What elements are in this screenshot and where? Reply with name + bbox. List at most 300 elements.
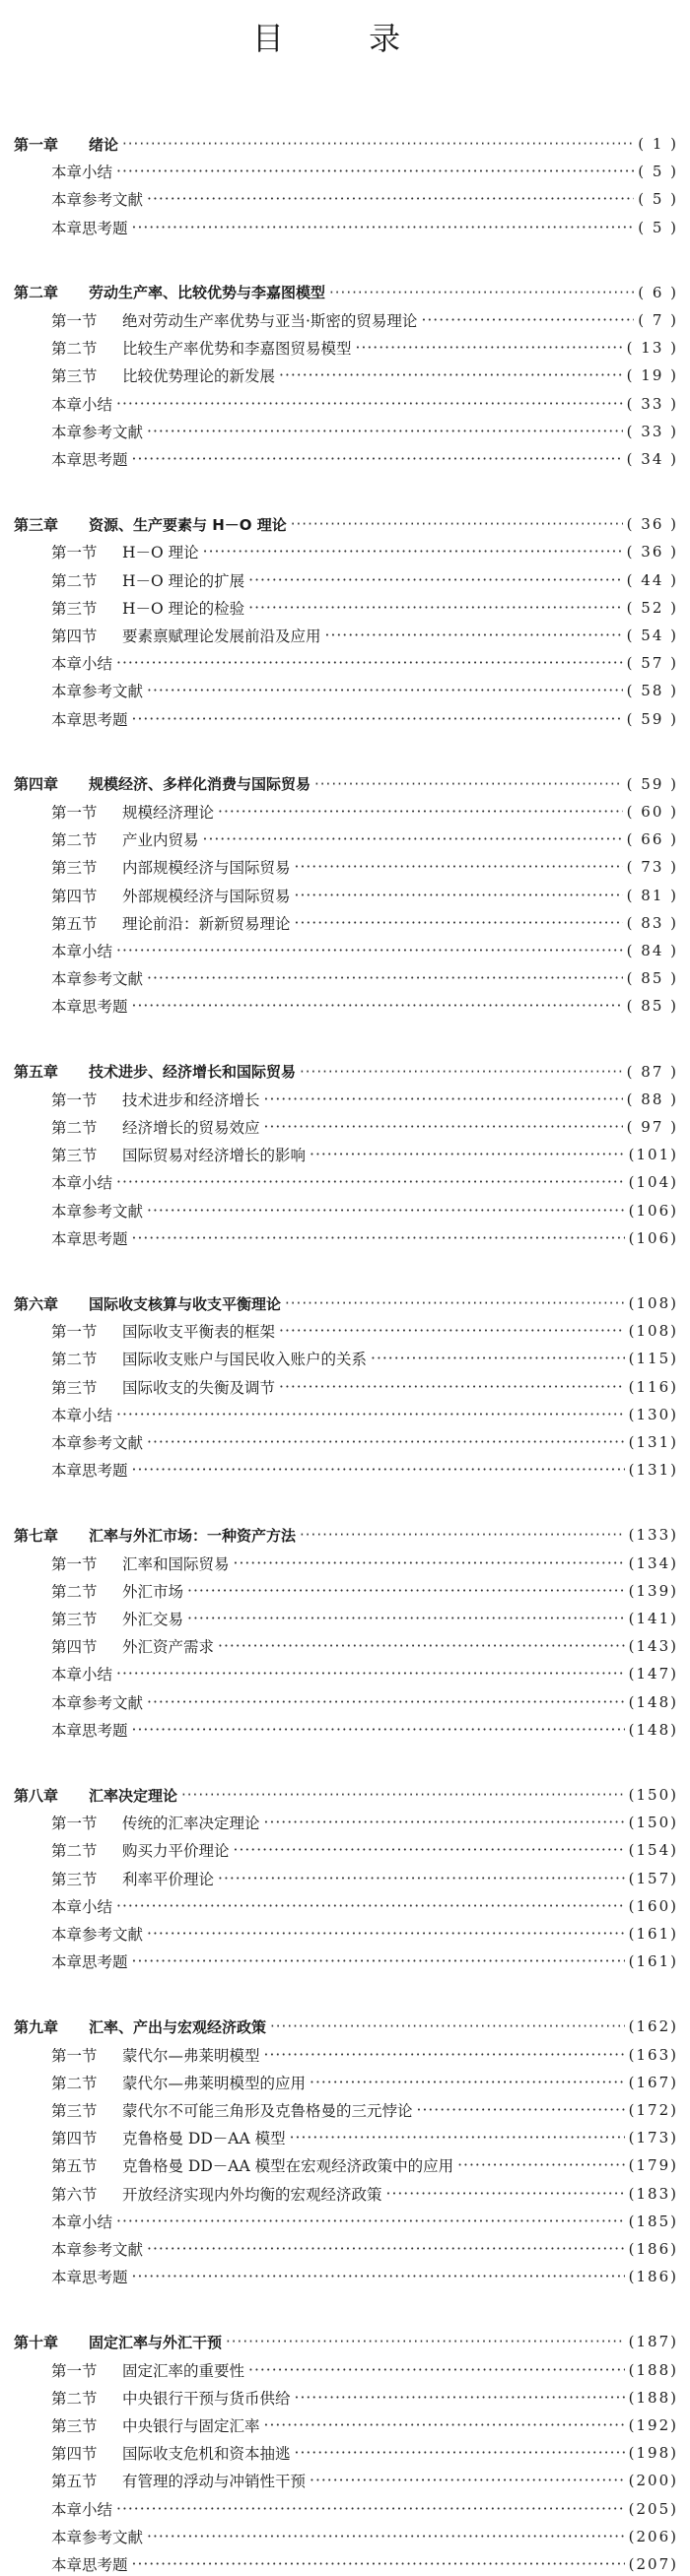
- toc-entry-title: 外汇资产需求: [122, 1638, 215, 1657]
- toc-chapter-entry[interactable]: [14, 132, 678, 156]
- toc-entry-label: [14, 1171, 116, 1193]
- toc-entry-number: 第一节: [51, 2361, 98, 2380]
- dot-leader: [132, 707, 623, 731]
- toc-section-entry[interactable]: [14, 1634, 678, 1658]
- toc-misc-entry[interactable]: [14, 2237, 678, 2261]
- toc-entry-title: 本章思考题: [51, 451, 128, 469]
- dot-leader: [264, 1115, 623, 1139]
- toc-misc-entry[interactable]: [14, 2210, 678, 2233]
- toc-entry-number: 第一节: [51, 804, 98, 822]
- toc-entry-label: [14, 856, 295, 878]
- toc-misc-entry[interactable]: [14, 1662, 678, 1685]
- toc-section-entry[interactable]: [14, 1867, 678, 1890]
- toc-entry-title: 本章小结: [51, 655, 113, 674]
- dot-leader: [132, 216, 635, 239]
- toc-entry-title: 规模经济、多样化消费与国际贸易: [89, 775, 311, 794]
- toc-section-entry[interactable]: [14, 2182, 678, 2206]
- toc-entry-title: 汇率和国际贸易: [122, 1554, 230, 1573]
- toc-entry-label: [14, 625, 325, 646]
- toc-section-entry[interactable]: [14, 855, 678, 879]
- toc-entry-title: 本章小结: [51, 164, 113, 182]
- toc-entry-title: 汇率、产出与宏观经济政策: [89, 2017, 267, 2036]
- dot-leader: [356, 336, 623, 360]
- dot-leader: [310, 2071, 625, 2094]
- toc-entry-number: 第四节: [51, 627, 98, 645]
- toc-misc-entry[interactable]: [14, 420, 678, 443]
- dot-leader: [300, 1523, 625, 1547]
- toc-chapter-entry[interactable]: [14, 2015, 678, 2038]
- toc-entry-label: [14, 188, 147, 210]
- toc-misc-entry[interactable]: [14, 679, 678, 702]
- toc-page-number: ( 60 ): [626, 803, 678, 821]
- toc-page-number: (187): [628, 2333, 678, 2351]
- toc-entry-label: [14, 2072, 310, 2093]
- toc-entry-label: [14, 1691, 147, 1713]
- toc-chapter-entry[interactable]: [14, 772, 678, 796]
- toc-page-number: (148): [628, 1692, 678, 1711]
- toc-page-number: ( 5 ): [638, 163, 678, 181]
- dot-leader: [116, 160, 634, 183]
- dot-leader: [421, 308, 634, 332]
- toc-entry-title: 固定汇率的重要性: [122, 2361, 245, 2380]
- toc-entry-number: 第四章: [14, 775, 59, 794]
- dot-leader: [116, 1894, 625, 1918]
- toc-chapter-entry[interactable]: [14, 1523, 678, 1547]
- dot-leader: [132, 1949, 625, 1973]
- toc-entry-title: 绪论: [89, 135, 119, 154]
- toc-page-number: (148): [628, 1720, 678, 1739]
- toc-misc-entry[interactable]: [14, 1430, 678, 1454]
- toc-section-entry[interactable]: [14, 336, 678, 360]
- dot-leader: [310, 2469, 625, 2492]
- toc-entry-label: [14, 2154, 457, 2176]
- toc-entry-number: 第一节: [51, 544, 98, 562]
- toc-entry-label: [14, 2127, 290, 2148]
- toc-section-entry[interactable]: [14, 1115, 678, 1139]
- toc-entry-number: 第五节: [51, 914, 98, 933]
- toc-entry-label: [14, 2332, 226, 2352]
- toc-page-number: (139): [628, 1581, 678, 1600]
- toc-section-entry[interactable]: [14, 2153, 678, 2177]
- toc-section-entry[interactable]: [14, 1579, 678, 1603]
- toc-entry-label: [14, 2238, 147, 2260]
- toc-page-number: ( 33 ): [626, 394, 678, 413]
- toc-entry-number: 第二节: [51, 831, 98, 850]
- toc-entry-label: [14, 995, 132, 1017]
- toc-section-entry[interactable]: [14, 1375, 678, 1399]
- toc-entry-label: [14, 2183, 386, 2205]
- toc-entry-title: 克鲁格曼 DD－AA 模型在宏观经济政策中的应用: [122, 2157, 454, 2176]
- toc-chapter-entry[interactable]: [14, 2330, 678, 2353]
- toc-page-number: (106): [628, 1201, 678, 1220]
- toc-entry-label: [14, 1200, 147, 1222]
- toc-entry-title: 本章小结: [51, 2500, 113, 2519]
- dot-leader: [218, 1867, 625, 1890]
- toc-misc-entry[interactable]: [14, 939, 678, 962]
- toc-entry-label: [14, 1580, 187, 1602]
- toc-misc-entry[interactable]: [14, 1690, 678, 1714]
- toc-chapter-entry[interactable]: [14, 512, 678, 536]
- toc-section-entry[interactable]: [14, 2386, 678, 2410]
- toc-entry-title: 本章思考题: [51, 1229, 128, 1248]
- toc-section-entry[interactable]: [14, 1088, 678, 1111]
- toc-section-entry[interactable]: [14, 1811, 678, 1834]
- dot-leader: [218, 800, 623, 824]
- toc-page-number: ( 13 ): [626, 339, 678, 358]
- toc-entry-title: H－O 理论的扩展: [122, 571, 245, 590]
- toc-entry-title: 技术进步、经济增长和国际贸易: [89, 1063, 297, 1082]
- toc-misc-entry[interactable]: [14, 1894, 678, 1918]
- toc-page-number: ( 59 ): [626, 774, 678, 793]
- dot-leader: [132, 1458, 625, 1482]
- dot-leader: [147, 1430, 625, 1454]
- toc-entry-number: 第三节: [51, 2102, 98, 2120]
- dot-leader: [279, 1319, 625, 1343]
- toc-entry-title: 本章思考题: [51, 219, 128, 237]
- toc-section-entry[interactable]: [14, 1347, 678, 1370]
- toc-misc-entry[interactable]: [14, 216, 678, 239]
- toc-page-number: (101): [628, 1146, 678, 1164]
- toc-entry-label: [14, 2470, 310, 2491]
- toc-section-entry[interactable]: [14, 568, 678, 592]
- toc-entry-label: [14, 597, 248, 619]
- toc-entry-number: 第二节: [51, 1119, 98, 1137]
- toc-page-number: (163): [628, 2045, 678, 2064]
- toc-page-number: (157): [628, 1869, 678, 1887]
- toc-entry-label: [14, 967, 147, 989]
- toc-entry-title: 利率平价理论: [122, 1870, 215, 1888]
- toc-entry-title: 中央银行干预与货币供给: [122, 2389, 291, 2408]
- toc-entry-label: [14, 680, 147, 701]
- toc-entry-title: 本章思考题: [51, 710, 128, 729]
- toc-entry-label: [14, 421, 147, 442]
- dot-leader: [291, 512, 623, 536]
- toc-section-entry[interactable]: [14, 1319, 678, 1343]
- toc-section-entry[interactable]: [14, 2126, 678, 2149]
- dot-leader: [300, 1060, 623, 1084]
- toc-entry-title: 资源、生产要素与 H－O 理论: [89, 515, 287, 534]
- toc-entry-number: 第三节: [51, 367, 98, 386]
- toc-entry-title: 传统的汇率决定理论: [122, 1815, 260, 1833]
- toc-page-number: (108): [628, 1294, 678, 1312]
- toc-misc-entry[interactable]: [14, 1922, 678, 1946]
- dot-leader: [264, 1811, 625, 1834]
- toc-entry-title: 中央银行与固定汇率: [122, 2417, 260, 2435]
- toc-entry-number: 第一节: [51, 1554, 98, 1573]
- toc-misc-entry[interactable]: [14, 707, 678, 731]
- toc-entry-label: [14, 1525, 300, 1546]
- toc-section-entry[interactable]: [14, 911, 678, 935]
- toc-misc-entry[interactable]: [14, 1170, 678, 1194]
- toc-entry-title: H－O 理论的检验: [122, 599, 245, 618]
- toc-entry-label: [14, 773, 314, 794]
- toc-entry-title: 汇率与外汇市场：一种资产方法: [89, 1526, 297, 1545]
- toc-section-entry[interactable]: [14, 1607, 678, 1630]
- toc-entry-label: [14, 1144, 310, 1165]
- toc-entry-label: [14, 1923, 147, 1945]
- toc-section-entry[interactable]: [14, 2098, 678, 2122]
- toc-misc-entry[interactable]: [14, 1226, 678, 1250]
- dot-leader: [187, 1607, 625, 1630]
- dot-leader: [371, 1347, 625, 1370]
- toc-page-number: ( 19 ): [626, 366, 678, 385]
- toc-entry-title: 本章参考文献: [51, 191, 144, 210]
- toc-page-number: (131): [628, 1433, 678, 1451]
- toc-page-number: (188): [628, 2360, 678, 2379]
- toc-entry-title: 蒙代尔不可能三角形及克鲁格曼的三元悖论: [122, 2102, 413, 2120]
- toc-page-number: ( 83 ): [626, 913, 678, 932]
- toc-entry-label: [14, 2498, 116, 2520]
- toc-page-number: (104): [628, 1173, 678, 1192]
- dot-leader: [116, 939, 623, 962]
- toc-entry-title: 本章小结: [51, 943, 113, 960]
- toc-page-number: ( 66 ): [626, 830, 678, 849]
- toc-page-number: (141): [628, 1610, 678, 1627]
- toc-entry-number: 第七章: [14, 1526, 59, 1545]
- dot-leader: [122, 132, 634, 156]
- toc-misc-entry[interactable]: [14, 392, 678, 416]
- toc-entry-label: [14, 708, 132, 730]
- toc-entry-title: 国际收支危机和资本抽逃: [122, 2445, 291, 2464]
- toc-entry-number: 第一节: [51, 2046, 98, 2065]
- toc-entry-label: [14, 1061, 300, 1082]
- dot-leader: [279, 363, 623, 387]
- toc-entry-title: 本章小结: [51, 1666, 113, 1684]
- dot-leader: [116, 651, 623, 675]
- toc-entry-number: 第五节: [51, 2473, 98, 2491]
- toc-entry-number: 第一节: [51, 1323, 98, 1342]
- toc-section-entry[interactable]: [14, 2358, 678, 2382]
- toc-page-number: ( 84 ): [626, 942, 678, 959]
- toc-entry-label: [14, 1348, 371, 1369]
- toc-entry-title: 本章小结: [51, 395, 113, 414]
- toc-section-entry[interactable]: [14, 1552, 678, 1575]
- toc-entry-label: [14, 1293, 285, 1314]
- toc-page-number: (186): [628, 2240, 678, 2258]
- toc-page-number: ( 85 ): [626, 997, 678, 1016]
- toc-entry-number: 第二章: [14, 284, 59, 302]
- toc-entry-label: [14, 1839, 234, 1861]
- toc-entry-number: 第三章: [14, 515, 59, 534]
- toc-misc-entry[interactable]: [14, 447, 678, 471]
- toc-chapter-entry[interactable]: [14, 1783, 678, 1807]
- toc-page-number: (133): [628, 1526, 678, 1545]
- dot-leader: [147, 420, 623, 443]
- toc-section-entry[interactable]: [14, 540, 678, 563]
- toc-page-number: (143): [628, 1637, 678, 1656]
- toc-page-number: (200): [628, 2472, 678, 2490]
- toc-entry-title: 有管理的浮动与冲销性干预: [122, 2473, 307, 2491]
- toc-entry-label: [14, 1608, 187, 1629]
- toc-misc-entry[interactable]: [14, 1199, 678, 1222]
- toc-entry-number: 第一节: [51, 312, 98, 330]
- dot-leader: [295, 911, 623, 935]
- toc-entry-label: [14, 364, 279, 386]
- toc-misc-entry[interactable]: [14, 1403, 678, 1426]
- toc-page-number: (115): [628, 1350, 678, 1368]
- dot-leader: [325, 624, 623, 647]
- dot-leader: [234, 1552, 625, 1575]
- toc-chapter-entry[interactable]: [14, 1291, 678, 1315]
- toc-entry-title: 本章参考文献: [51, 1926, 144, 1944]
- toc-entry-title: 外汇交易: [122, 1611, 184, 1628]
- toc-chapter-entry[interactable]: [14, 281, 678, 304]
- toc-entry-label: [14, 2211, 116, 2232]
- toc-entry-number: 第一节: [51, 1090, 98, 1109]
- toc-page-number: (162): [628, 2017, 678, 2036]
- dot-leader: [329, 281, 634, 304]
- toc-entry-number: 第六章: [14, 1294, 59, 1313]
- dot-leader: [132, 1226, 625, 1250]
- toc-entry-title: 开放经济实现内外均衡的宏观经济政策: [122, 2185, 382, 2204]
- toc-entry-label: [14, 161, 116, 182]
- dot-leader: [417, 2098, 625, 2122]
- toc-page-number: ( 5 ): [638, 190, 678, 209]
- toc-entry-title: 要素禀赋理论发展前沿及应用: [122, 627, 321, 645]
- toc-entry-title: 本章思考题: [51, 1721, 128, 1740]
- toc-entry-label: [14, 1404, 116, 1425]
- toc-entry-number: 第三节: [51, 1611, 98, 1628]
- toc-entry-number: 第二节: [51, 340, 98, 359]
- toc-page-number: (173): [628, 2129, 678, 2147]
- dot-leader: [181, 1783, 625, 1807]
- toc-section-entry[interactable]: [14, 2441, 678, 2465]
- toc-section-entry[interactable]: [14, 884, 678, 907]
- toc-section-entry[interactable]: [14, 2071, 678, 2094]
- dot-leader: [295, 855, 623, 879]
- toc-page-number: (207): [628, 2555, 678, 2573]
- toc-entry-title: 本章思考题: [51, 1462, 128, 1481]
- toc-entry-title: 国际收支的失衡及调节: [122, 1378, 276, 1397]
- toc-entry-label: [14, 1116, 264, 1138]
- toc-page-number: ( 5 ): [638, 218, 678, 236]
- toc-page-number: ( 97 ): [626, 1118, 678, 1136]
- toc-misc-entry[interactable]: [14, 2552, 678, 2576]
- toc-page-number: (150): [628, 1814, 678, 1832]
- toc-misc-entry[interactable]: [14, 1458, 678, 1482]
- toc-entry-label: [14, 1431, 147, 1453]
- toc-misc-entry[interactable]: [14, 651, 678, 675]
- toc-section-entry[interactable]: [14, 308, 678, 332]
- toc-entry-label: [14, 569, 248, 591]
- dot-leader: [218, 1634, 625, 1658]
- toc-entry-label: [14, 1089, 264, 1110]
- toc-section-entry[interactable]: [14, 1143, 678, 1166]
- toc-page-number: ( 44 ): [626, 570, 678, 589]
- toc-entry-label: [14, 801, 218, 823]
- toc-entry-title: 国际收支核算与收支平衡理论: [89, 1294, 282, 1313]
- toc-section-entry[interactable]: [14, 596, 678, 620]
- toc-page-number: ( 59 ): [626, 709, 678, 728]
- toc-page-number: (154): [628, 1841, 678, 1860]
- toc-entry-title: 本章小结: [51, 2213, 113, 2231]
- toc-section-entry[interactable]: [14, 800, 678, 824]
- toc-entry-title: 本章参考文献: [51, 1434, 144, 1452]
- toc-entry-number: 第六节: [51, 2185, 98, 2204]
- toc-entry-label: [14, 1459, 132, 1481]
- toc-entry-title: 本章思考题: [51, 998, 128, 1017]
- toc-page-number: (179): [628, 2156, 678, 2175]
- toc-misc-entry[interactable]: [14, 187, 678, 211]
- toc-page-number: ( 34 ): [626, 450, 678, 468]
- toc-page-number: (106): [628, 1228, 678, 1247]
- toc-page-number: (172): [628, 2101, 678, 2119]
- dot-leader: [132, 447, 623, 471]
- toc-entry-title: 本章参考文献: [51, 2241, 144, 2259]
- toc-entry-title: 外部规模经济与国际贸易: [122, 887, 291, 905]
- toc-entry-title: 规模经济理论: [122, 804, 215, 822]
- toc-misc-entry[interactable]: [14, 2265, 678, 2288]
- toc-entry-title: 内部规模经济与国际贸易: [122, 859, 291, 878]
- toc-entry-title: 固定汇率与外汇干预: [89, 2333, 223, 2351]
- toc-entry-title: 外汇市场: [122, 1582, 184, 1601]
- toc-entry-label: [14, 2266, 132, 2287]
- toc-entry-title: 比较生产率优势和李嘉图贸易模型: [122, 340, 352, 359]
- toc-misc-entry[interactable]: [14, 1718, 678, 1742]
- toc-entry-number: 第三节: [51, 859, 98, 878]
- toc-section-entry[interactable]: [14, 827, 678, 851]
- toc-page-number: (206): [628, 2527, 678, 2545]
- toc-page-number: ( 73 ): [626, 858, 678, 877]
- toc-page-number: ( 81 ): [626, 886, 678, 904]
- toc-misc-entry[interactable]: [14, 994, 678, 1018]
- toc-entry-number: 第二节: [51, 2074, 98, 2092]
- dot-leader: [295, 884, 623, 907]
- toc-entry-title: 本章小结: [51, 1174, 113, 1193]
- dot-leader: [116, 2210, 625, 2233]
- dot-leader: [203, 827, 623, 851]
- toc-page-number: (167): [628, 2073, 678, 2091]
- toc-entry-number: 第九章: [14, 2017, 59, 2036]
- toc-entry-label: [14, 541, 203, 562]
- dot-leader: [279, 1375, 625, 1399]
- toc-misc-entry[interactable]: [14, 2525, 678, 2548]
- toc-chapter-entry[interactable]: [14, 1060, 678, 1084]
- dot-leader: [314, 772, 623, 796]
- toc-section-entry[interactable]: [14, 2043, 678, 2067]
- toc-misc-entry[interactable]: [14, 2497, 678, 2521]
- toc-entry-label: [14, 1376, 279, 1398]
- toc-entry-label: [14, 1895, 116, 1917]
- toc-entry-number: 第三节: [51, 1870, 98, 1888]
- toc-entry-number: 第三节: [51, 599, 98, 618]
- dot-leader: [116, 392, 623, 416]
- toc-misc-entry[interactable]: [14, 1949, 678, 1973]
- toc-entry-title: 劳动生产率、比较优势与李嘉图模型: [89, 284, 326, 302]
- toc-section-entry[interactable]: [14, 363, 678, 387]
- toc-page-number: (161): [628, 1952, 678, 1971]
- toc-section-entry[interactable]: [14, 2469, 678, 2492]
- toc-page-number: ( 6 ): [638, 283, 678, 301]
- toc-misc-entry[interactable]: [14, 966, 678, 990]
- toc-entry-label: [14, 2414, 264, 2436]
- toc-section-entry[interactable]: [14, 624, 678, 647]
- dot-leader: [264, 2413, 625, 2437]
- toc-entry-title: 技术进步和经济增长: [122, 1090, 260, 1109]
- toc-entry-number: 第四节: [51, 1638, 98, 1657]
- toc-entry-label: [14, 1950, 132, 1972]
- toc-entry-label: [14, 2526, 147, 2547]
- toc-entry-label: [14, 1552, 234, 1574]
- toc-page-number: ( 1 ): [638, 135, 678, 153]
- toc-entry-title: 本章参考文献: [51, 423, 144, 441]
- toc-entry-label: [14, 1320, 279, 1342]
- toc-misc-entry[interactable]: [14, 160, 678, 183]
- toc-section-entry[interactable]: [14, 2413, 678, 2437]
- toc-entry-label: [14, 1812, 264, 1833]
- toc-page-number: ( 7 ): [638, 311, 678, 329]
- toc-section-entry[interactable]: [14, 1838, 678, 1862]
